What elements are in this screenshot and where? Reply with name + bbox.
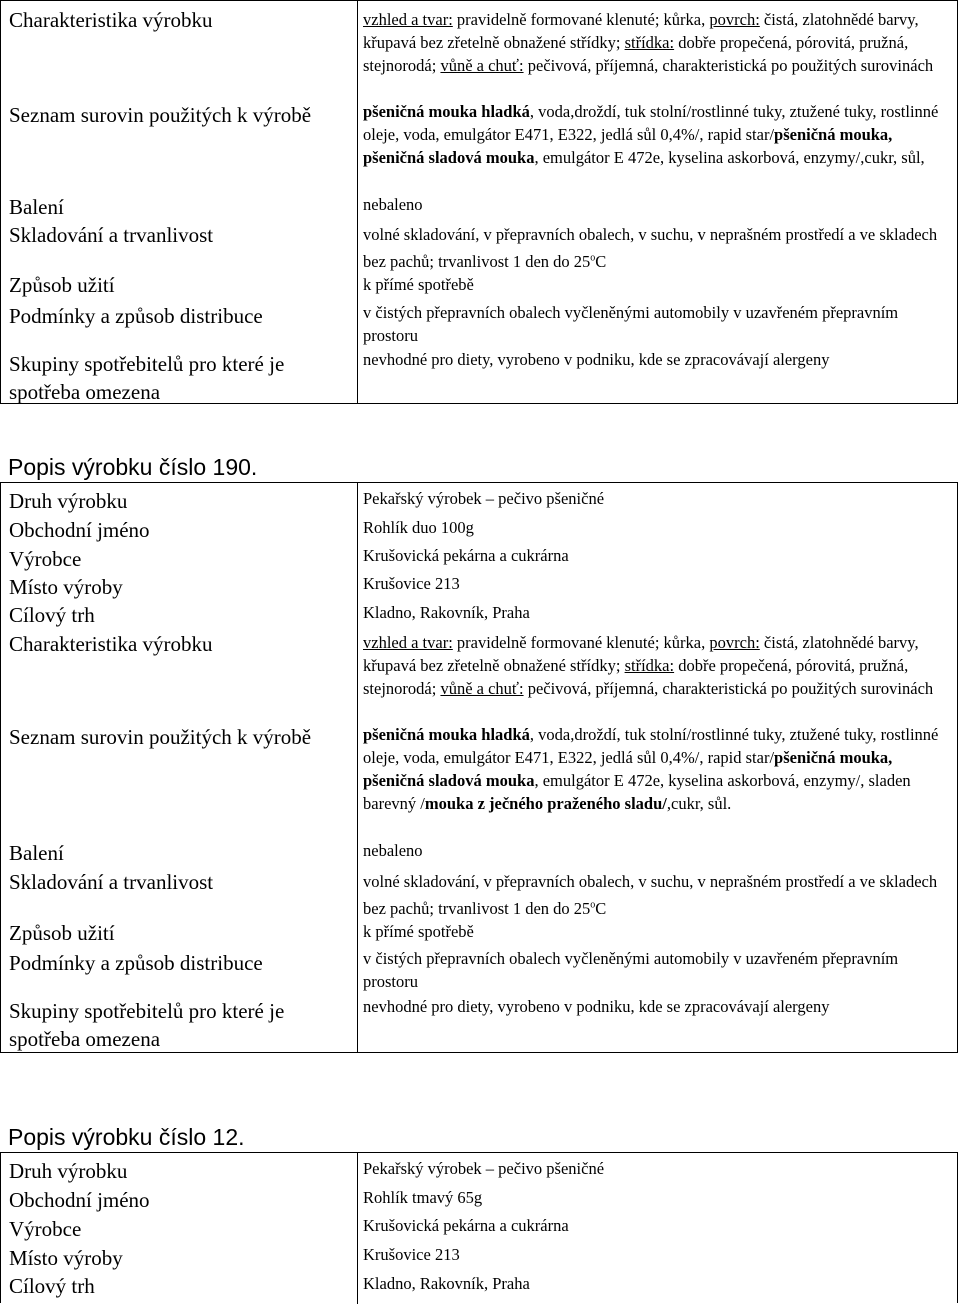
degree-sup: o — [590, 899, 596, 911]
label-baleni: Balení — [9, 195, 64, 219]
label-skupiny: Skupiny spotřebitelů pro které je spotřeba omezena — [9, 352, 285, 404]
label-zpusob: Způsob užití — [9, 273, 115, 297]
product-table-1 — [0, 0, 958, 404]
skladovani-unit: C — [595, 899, 607, 918]
value-seznam — [363, 723, 953, 839]
column-divider — [357, 483, 358, 1052]
label-charakteristika: Charakteristika výrobku — [9, 8, 213, 32]
value-misto: Krušovice 213 — [363, 574, 460, 593]
value-misto: Krušovice 213 — [363, 1245, 460, 1264]
label-podminky: Podmínky a způsob distribuce — [9, 951, 263, 975]
value-zpusob: k přímé spotřebě — [363, 275, 474, 294]
value-zpusob: k přímé spotřebě — [363, 922, 474, 941]
label-skladovani: Skladování a trvanlivost — [9, 223, 214, 247]
label-vyrobce: Výrobce — [9, 547, 82, 571]
ingredient-text: , emulgátor E 472e, kyselina askorbová, enzymy/, sladen barevný / — [363, 771, 911, 813]
label-charakteristika: Charakteristika výrobku — [9, 632, 213, 656]
value-seznam — [363, 100, 953, 192]
ingredient-bold: pšeničná mouka hladká — [363, 102, 530, 121]
value-baleni: nebaleno — [363, 841, 423, 860]
ingredient-text: , voda,droždí, tuk stolní/rostlinné tuky, ztužené tuky, rostlinné oleje, voda, emulgátor E471, E322, jedlá sůl 0,4%/, rapid star/ — [363, 102, 939, 144]
product-table-190 — [0, 482, 958, 1053]
label-obchodni: Obchodní jméno — [9, 518, 150, 542]
povrch-label: povrch: — [709, 10, 760, 29]
label-cilovy: Cílový trh — [9, 1274, 95, 1298]
label-seznam: Seznam surovin použitých k výrobě — [9, 103, 312, 127]
value-podminky: v čistých přepravních obalech vyčleněnými automobily v uzavřeném přepravním prostoru — [363, 303, 899, 345]
value-skladovani — [363, 221, 953, 275]
value-obchodni: Rohlík duo 100g — [363, 518, 474, 537]
ingredient-bold: pšeničná mouka, pšeničná sladová mouka — [363, 748, 893, 790]
label-skladovani: Skladování a trvanlivost — [9, 870, 214, 894]
column-divider — [357, 1153, 358, 1304]
stridka-label: střídka: — [624, 656, 675, 675]
label-zpusob: Způsob užití — [9, 921, 115, 945]
vune-text: pečivová, příjemná, charakteristická po použitých surovinách — [523, 679, 934, 698]
value-vyrobce: Krušovická pekárna a cukrárna — [363, 1216, 569, 1235]
label-cilovy: Cílový trh — [9, 603, 95, 627]
value-druh: Pekařský výrobek – pečivo pšeničné — [363, 489, 605, 508]
povrch-text: čistá, zlatohnědé barvy, křupavá bez zřetelně obnažené střídky; — [363, 633, 919, 675]
ingredient-text: , emulgátor E 472e, kyselina askorbová, enzymy/,cukr, sůl, — [534, 148, 925, 167]
vune-text: pečivová, příjemná, charakteristická po použitých surovinách — [523, 56, 934, 75]
value-charakteristika — [363, 631, 953, 723]
value-cilovy: Kladno, Rakovník, Praha — [363, 603, 530, 622]
value-vyrobce: Krušovická pekárna a cukrárna — [363, 546, 569, 565]
label-podminky: Podmínky a způsob distribuce — [9, 304, 263, 328]
value-skupiny: nevhodné pro diety, vyrobeno v podniku, kde se zpracovávají alergeny — [363, 350, 830, 369]
povrch-label: povrch: — [709, 633, 760, 652]
column-divider — [357, 1, 358, 403]
ingredient-bold: mouka z ječného praženého sladu/ — [424, 794, 667, 813]
skladovani-text: volné skladování, v přepravních obalech, v suchu, v neprašném prostředí a ve skladech bez pachů; trvanlivost 1 den do 25 — [363, 872, 938, 918]
povrch-text: čistá, zlatohnědé barvy, křupavá bez zřetelně obnažené střídky; — [363, 10, 919, 52]
value-obchodni: Rohlík tmavý 65g — [363, 1188, 483, 1207]
stridka-label: střídka: — [624, 33, 675, 52]
vune-label: vůně a chuť: — [440, 56, 524, 75]
vzhled-text: pravidelně formované klenuté; kůrka, — [452, 10, 710, 29]
label-seznam: Seznam surovin použitých k výrobě — [9, 725, 312, 749]
vzhled-label: vzhled a tvar: — [363, 10, 453, 29]
section-heading-12: Popis výrobku číslo 12. — [8, 1124, 245, 1150]
degree-sup: o — [590, 252, 596, 264]
stridka-text: dobře propečená, pórovitá, pružná, stejnorodá; — [363, 33, 909, 75]
value-skladovani — [363, 868, 953, 922]
skladovani-unit: C — [595, 252, 607, 271]
section-heading-190: Popis výrobku číslo 190. — [8, 454, 258, 480]
value-druh: Pekařský výrobek – pečivo pšeničné — [363, 1159, 605, 1178]
vune-label: vůně a chuť: — [440, 679, 524, 698]
label-vyrobce: Výrobce — [9, 1217, 82, 1241]
ingredient-text: , voda,droždí, tuk stolní/rostlinné tuky, ztužené tuky, rostlinné oleje, voda, emulgátor E471, E322, jedlá sůl 0,4%/, rapid star/ — [363, 725, 939, 767]
label-skupiny: Skupiny spotřebitelů pro které je spotřeba omezena — [9, 999, 285, 1051]
value-podminky: v čistých přepravních obalech vyčleněnými automobily v uzavřeném přepravním prostoru — [363, 949, 899, 991]
ingredient-text: ,cukr, sůl. — [666, 794, 732, 813]
label-baleni: Balení — [9, 841, 64, 865]
value-charakteristika — [363, 8, 953, 100]
label-obchodni: Obchodní jméno — [9, 1188, 150, 1212]
stridka-text: dobře propečená, pórovitá, pružná, stejnorodá; — [363, 656, 909, 698]
value-skupiny: nevhodné pro diety, vyrobeno v podniku, kde se zpracovávají alergeny — [363, 997, 830, 1016]
label-druh: Druh výrobku — [9, 1159, 128, 1183]
label-misto: Místo výroby — [9, 1246, 123, 1270]
skladovani-text: volné skladování, v přepravních obalech, v suchu, v neprašném prostředí a ve skladech bez pachů; trvanlivost 1 den do 25 — [363, 225, 938, 271]
label-misto: Místo výroby — [9, 575, 123, 599]
ingredient-bold: pšeničná mouka, pšeničná sladová mouka — [363, 125, 893, 167]
value-baleni: nebaleno — [363, 195, 423, 214]
value-cilovy: Kladno, Rakovník, Praha — [363, 1274, 530, 1293]
product-table-12 — [0, 1152, 958, 1303]
label-druh: Druh výrobku — [9, 489, 128, 513]
ingredient-bold: pšeničná mouka hladká — [363, 725, 530, 744]
vzhled-text: pravidelně formované klenuté; kůrka, — [452, 633, 710, 652]
vzhled-label: vzhled a tvar: — [363, 633, 453, 652]
